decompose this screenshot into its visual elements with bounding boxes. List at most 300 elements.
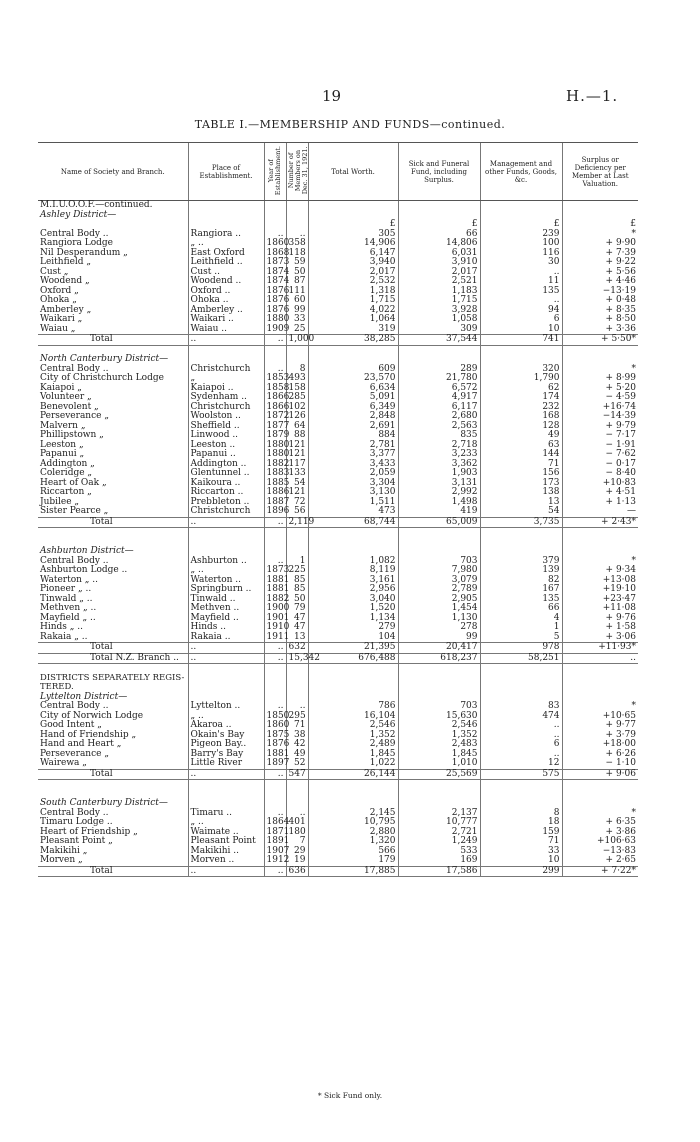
section-heading-row [38, 201, 638, 211]
year-established: 1910 [264, 623, 286, 633]
surplus-per-member: + 9·34 [562, 566, 638, 576]
spacer-cell [264, 790, 286, 800]
empty-cell [264, 674, 286, 684]
year-established: 1901 [264, 614, 286, 624]
sick-funeral-fund: 419 [398, 507, 480, 517]
member-count: 180 [286, 828, 308, 838]
year-established: 1876 [264, 306, 286, 316]
sick-funeral-fund: 2,992 [398, 488, 480, 498]
page-number: 19 [322, 87, 342, 105]
member-count: 121 [286, 441, 308, 451]
year-established: 1875 [264, 731, 286, 741]
total-worth: 1,520 [308, 604, 398, 614]
branch-name: Sister Pearce „ [40, 506, 109, 517]
place-of-establishment: Ashburton .. [188, 557, 264, 567]
management-funds: 49 [480, 431, 562, 441]
branch-name: Good Intent „ [40, 720, 102, 731]
spacer-row [38, 528, 638, 538]
branch-name: Total [38, 866, 188, 877]
spacer-cell [308, 528, 398, 538]
branch-name: Central Body .. [40, 807, 109, 818]
sick-funeral-fund: 1,249 [398, 837, 480, 847]
sick-funeral-fund: 1,058 [398, 315, 480, 325]
sick-funeral-fund: 3,233 [398, 450, 480, 460]
year-established: 1911 [264, 633, 286, 643]
sick-funeral-fund: 4,917 [398, 393, 480, 403]
total-worth: 319 [308, 325, 398, 335]
table-row [38, 731, 638, 741]
spacer-cell [264, 538, 286, 548]
total-worth: 38,285 [308, 335, 398, 346]
member-count: 64 [286, 422, 308, 432]
year-established: 1874 [264, 277, 286, 287]
year-established: 1891 [264, 837, 286, 847]
management-funds: 138 [480, 488, 562, 498]
management-funds: 8 [480, 809, 562, 819]
total-worth: 786 [308, 702, 398, 712]
total-worth: 3,161 [308, 576, 398, 586]
spacer-cell [562, 528, 638, 538]
member-count: 126 [286, 412, 308, 422]
surplus-per-member: + 9·90 [562, 239, 638, 249]
spacer-cell [562, 345, 638, 355]
section-heading: Ashley District— [40, 209, 117, 220]
place-of-establishment: Oxford .. [188, 287, 264, 297]
surplus-per-member: − 0·17 [562, 460, 638, 470]
surplus-per-member: +16·74 [562, 403, 638, 413]
management-funds: .. [480, 268, 562, 278]
branch-name: Cust „ [40, 266, 69, 277]
year-established: .. [264, 769, 286, 780]
branch-name: Total [38, 769, 188, 780]
empty-cell [264, 211, 286, 221]
col-header-members: Number of Members on Dec. 31, 1921. [286, 143, 308, 201]
empty-cell [286, 674, 308, 684]
total-worth: 2,956 [308, 585, 398, 595]
member-count: 2,119 [286, 517, 308, 528]
section-heading: North Canterbury District— [40, 354, 169, 365]
branch-name: Waterton „ .. [40, 574, 99, 585]
spacer-cell [264, 780, 286, 790]
sick-funeral-fund: 2,680 [398, 412, 480, 422]
spacer-cell [398, 780, 480, 790]
member-count: 225 [286, 566, 308, 576]
management-funds: 13 [480, 498, 562, 508]
member-count: 47 [286, 623, 308, 633]
management-funds: 232 [480, 403, 562, 413]
member-count: 7 [286, 837, 308, 847]
branch-name: Total [38, 335, 188, 346]
surplus-per-member: + 6·35 [562, 818, 638, 828]
year-established: 1866 [264, 403, 286, 413]
section-heading-row [38, 211, 638, 221]
empty-cell [308, 201, 398, 211]
branch-name: Timaru Lodge .. [40, 817, 113, 828]
surplus-per-member: + 6·26 [562, 750, 638, 760]
branch-name: Central Body .. [40, 555, 109, 566]
management-funds: 3,735 [480, 517, 562, 528]
empty-cell [562, 355, 638, 365]
membership-funds-table [38, 142, 638, 877]
place-of-establishment: Sheffield .. [188, 422, 264, 432]
branch-name: Volunteer „ [40, 392, 92, 403]
col-header-total-worth: Total Worth. [308, 143, 398, 201]
member-count: 85 [286, 576, 308, 586]
total-worth: 3,040 [308, 595, 398, 605]
surplus-per-member: + 3·79 [562, 731, 638, 741]
spacer-cell [480, 664, 562, 674]
year-established: 1864 [264, 818, 286, 828]
place-of-establishment: „ [188, 374, 264, 384]
member-count: 547 [286, 769, 308, 780]
branch-name: Papanui „ [40, 449, 85, 460]
total-worth: 14,906 [308, 239, 398, 249]
member-count: 85 [286, 585, 308, 595]
management-funds: 135 [480, 287, 562, 297]
total-worth: 676,488 [308, 653, 398, 664]
surplus-per-member: +13·08 [562, 576, 638, 586]
empty-cell [562, 674, 638, 684]
spacer-cell [398, 790, 480, 800]
member-count: 33 [286, 315, 308, 325]
surplus-per-member: + 8·35 [562, 306, 638, 316]
empty-cell [480, 799, 562, 809]
surplus-per-member: −13·83 [562, 847, 638, 857]
place-of-establishment: „ .. [188, 566, 264, 576]
spacer-cell [286, 664, 308, 674]
member-count: 50 [286, 268, 308, 278]
total-row [38, 653, 638, 664]
branch-name: Total N.Z. Branch .. [38, 653, 188, 664]
member-count: 8 [286, 365, 308, 375]
sick-funeral-fund: 533 [398, 847, 480, 857]
spacer-cell [480, 780, 562, 790]
place-of-establishment: .. [188, 335, 264, 346]
year-established: 1912 [264, 856, 286, 866]
section-heading: Ashburton District— [40, 546, 134, 557]
place-of-establishment: Springburn .. [188, 585, 264, 595]
table-row [38, 325, 638, 335]
management-funds: 12 [480, 759, 562, 769]
place-of-establishment: Glentunnel .. [188, 469, 264, 479]
total-worth: £ [308, 220, 398, 230]
year-established: 1886 [264, 488, 286, 498]
spacer-cell [562, 538, 638, 548]
member-count: 87 [286, 277, 308, 287]
member-count: 19 [286, 856, 308, 866]
empty-cell [480, 201, 562, 211]
management-funds: 474 [480, 712, 562, 722]
management-funds: 139 [480, 566, 562, 576]
place-of-establishment: .. [188, 769, 264, 780]
table-row [38, 712, 638, 722]
place-of-establishment: Christchurch [188, 403, 264, 413]
sick-funeral-fund: 6,117 [398, 403, 480, 413]
year-established: .. [264, 335, 286, 346]
spacer-cell [308, 664, 398, 674]
member-count: 15,342 [286, 653, 308, 664]
surplus-per-member: + 8·50 [562, 315, 638, 325]
spacer-cell [398, 345, 480, 355]
table-row [38, 856, 638, 866]
management-funds: 63 [480, 441, 562, 451]
place-of-establishment: Rangiora .. [188, 230, 264, 240]
management-funds: 33 [480, 847, 562, 857]
sick-funeral-fund: 3,910 [398, 258, 480, 268]
management-funds: 379 [480, 557, 562, 567]
branch-name: Heart of Oak „ [40, 477, 107, 488]
place-of-establishment: Leeston .. [188, 441, 264, 451]
member-count: 88 [286, 431, 308, 441]
total-worth: 305 [308, 230, 398, 240]
section-heading: Lyttelton District— [40, 691, 128, 702]
empty-cell [562, 547, 638, 557]
total-worth: 2,880 [308, 828, 398, 838]
place-of-establishment: Linwood .. [188, 431, 264, 441]
branch-name: Rangiora Lodge [40, 238, 113, 249]
total-worth: 5,091 [308, 393, 398, 403]
branch-name: Wairewa „ [40, 758, 87, 769]
spacer-cell [286, 780, 308, 790]
year-established: 1876 [264, 296, 286, 306]
management-funds: £ [480, 220, 562, 230]
place-of-establishment: Makikihi .. [188, 847, 264, 857]
empty-cell [562, 799, 638, 809]
member-count: 49 [286, 750, 308, 760]
management-funds: 94 [480, 306, 562, 316]
year-established: .. [264, 365, 286, 375]
total-worth: 68,744 [308, 517, 398, 528]
place-of-establishment: Papanui .. [188, 450, 264, 460]
spacer-cell [308, 345, 398, 355]
total-row [38, 643, 638, 654]
table-row [38, 633, 638, 643]
sick-funeral-fund: 1,498 [398, 498, 480, 508]
spacer-cell [264, 528, 286, 538]
spacer-cell [286, 345, 308, 355]
spacer-cell [308, 790, 398, 800]
surplus-per-member: + 4·46 [562, 277, 638, 287]
empty-cell [286, 683, 308, 693]
sick-funeral-fund: 1,130 [398, 614, 480, 624]
spacer-cell [398, 538, 480, 548]
total-worth: 1,022 [308, 759, 398, 769]
empty-cell [264, 201, 286, 211]
branch-name: Benevolent „ [40, 401, 99, 412]
member-count: 29 [286, 847, 308, 857]
management-funds: 66 [480, 604, 562, 614]
place-of-establishment: Hinds .. [188, 623, 264, 633]
management-funds: 100 [480, 239, 562, 249]
total-worth: 1,511 [308, 498, 398, 508]
total-worth: 2,546 [308, 721, 398, 731]
year-established: 1860 [264, 239, 286, 249]
year-established: 1897 [264, 759, 286, 769]
total-worth: 8,119 [308, 566, 398, 576]
col-header-surplus: Surplus or Deficiency per Member at Last Valuation. [562, 143, 638, 201]
year-established: 1858 [264, 384, 286, 394]
total-worth: 2,017 [308, 268, 398, 278]
section-heading: DISTRICTS SEPARATELY REGIS- [40, 672, 185, 683]
member-count: .. [286, 809, 308, 819]
total-worth: 4,022 [308, 306, 398, 316]
year-established: 1874 [264, 268, 286, 278]
sick-funeral-fund: 6,031 [398, 249, 480, 259]
management-funds: .. [480, 750, 562, 760]
management-funds: 167 [480, 585, 562, 595]
place-of-establishment: Waikari .. [188, 315, 264, 325]
total-worth: 3,433 [308, 460, 398, 470]
year-established: 1880 [264, 441, 286, 451]
year-established: 1876 [264, 740, 286, 750]
total-worth: 1,845 [308, 750, 398, 760]
total-worth: 10,795 [308, 818, 398, 828]
branch-name: Heart of Friendship „ [40, 826, 138, 837]
member-count: 111 [286, 287, 308, 297]
empty-cell [562, 201, 638, 211]
place-of-establishment: Waimate .. [188, 828, 264, 838]
branch-name: Central Body .. [40, 363, 109, 374]
branch-name: Morven „ [40, 855, 83, 866]
table-body [38, 201, 638, 877]
sick-funeral-fund: £ [398, 220, 480, 230]
member-count: 13 [286, 633, 308, 643]
spacer-cell [286, 790, 308, 800]
surplus-per-member: +19·10 [562, 585, 638, 595]
branch-name: Coleridge „ [40, 468, 93, 479]
total-row [38, 517, 638, 528]
place-of-establishment: Amberley .. [188, 306, 264, 316]
empty-cell [188, 674, 264, 684]
surplus-per-member: +11·08 [562, 604, 638, 614]
sick-funeral-fund: 2,563 [398, 422, 480, 432]
branch-name: Jubilee „ [40, 496, 80, 507]
empty-cell [562, 693, 638, 703]
place-of-establishment: Barry's Bay [188, 750, 264, 760]
year-established: 1881 [264, 585, 286, 595]
spacer-cell [562, 790, 638, 800]
sick-funeral-fund: 14,806 [398, 239, 480, 249]
management-funds: 82 [480, 576, 562, 586]
surplus-per-member: + 7·22* [562, 866, 638, 877]
table-row [38, 507, 638, 517]
member-count: 60 [286, 296, 308, 306]
place-of-establishment: Riccarton .. [188, 488, 264, 498]
sick-funeral-fund: 17,586 [398, 866, 480, 877]
total-worth: 1,064 [308, 315, 398, 325]
branch-name: Leeston „ [40, 439, 84, 450]
surplus-per-member: + 2·65 [562, 856, 638, 866]
place-of-establishment: .. [188, 653, 264, 664]
spacer-cell [480, 538, 562, 548]
total-worth: 16,104 [308, 712, 398, 722]
year-established: 1880 [264, 315, 286, 325]
surplus-per-member: + 0·48 [562, 296, 638, 306]
place-of-establishment: Lyttelton .. [188, 702, 264, 712]
member-count: 59 [286, 258, 308, 268]
year-established: 1868 [264, 249, 286, 259]
place-of-establishment: .. [188, 643, 264, 654]
place-of-establishment: Waterton .. [188, 576, 264, 586]
place-of-establishment: Methven .. [188, 604, 264, 614]
spacer-cell [308, 780, 398, 790]
place-of-establishment: East Oxford [188, 249, 264, 259]
total-row [38, 769, 638, 780]
place-of-establishment: Christchurch [188, 507, 264, 517]
member-count: 71 [286, 721, 308, 731]
member-count: 1,000 [286, 335, 308, 346]
management-funds: 239 [480, 230, 562, 240]
empty-cell [188, 683, 264, 693]
surplus-per-member: + 5·56 [562, 268, 638, 278]
total-worth: 2,059 [308, 469, 398, 479]
member-count: 54 [286, 479, 308, 489]
management-funds: 1 [480, 623, 562, 633]
empty-cell [398, 201, 480, 211]
sick-funeral-fund: 37,544 [398, 335, 480, 346]
year-established: 1873 [264, 258, 286, 268]
spacer-cell [188, 790, 264, 800]
management-funds: 4 [480, 614, 562, 624]
management-funds: 54 [480, 507, 562, 517]
surplus-per-member: +11·93* [562, 643, 638, 654]
branch-name: Oxford „ [40, 285, 79, 296]
management-funds: 30 [480, 258, 562, 268]
place-of-establishment: Addington .. [188, 460, 264, 470]
branch-name: Malvern „ [40, 420, 86, 431]
sick-funeral-fund: 289 [398, 365, 480, 375]
member-count: 72 [286, 498, 308, 508]
year-established: 1885 [264, 479, 286, 489]
empty-cell [308, 211, 398, 221]
total-worth: 3,940 [308, 258, 398, 268]
sick-funeral-fund: 2,789 [398, 585, 480, 595]
year-established: 1871 [264, 828, 286, 838]
place-of-establishment: Cust .. [188, 268, 264, 278]
surplus-per-member: * [562, 557, 638, 567]
footnote: * Sick Fund only. [317, 1091, 383, 1100]
spacer-cell [286, 528, 308, 538]
management-funds: 5 [480, 633, 562, 643]
place-of-establishment: Akaroa .. [188, 721, 264, 731]
sick-funeral-fund: 3,079 [398, 576, 480, 586]
table-row [38, 287, 638, 297]
spacer-cell [264, 345, 286, 355]
year-established: .. [264, 557, 286, 567]
surplus-per-member: +23·47 [562, 595, 638, 605]
management-funds: 71 [480, 837, 562, 847]
management-funds: .. [480, 731, 562, 741]
spacer-cell [398, 528, 480, 538]
surplus-per-member: + 4·51 [562, 488, 638, 498]
col-header-year: Year of Establishment. [264, 143, 286, 201]
year-established: .. [264, 643, 286, 654]
sick-funeral-fund: 2,521 [398, 277, 480, 287]
place-of-establishment: Prebbleton .. [188, 498, 264, 508]
surplus-per-member: − 7·62 [562, 450, 638, 460]
branch-name: Perseverance „ [40, 411, 109, 422]
member-count: 285 [286, 393, 308, 403]
sick-funeral-fund: 2,546 [398, 721, 480, 731]
surplus-per-member: − 1·91 [562, 441, 638, 451]
total-worth: 884 [308, 431, 398, 441]
surplus-per-member: + 1·13 [562, 498, 638, 508]
sick-funeral-fund: 2,017 [398, 268, 480, 278]
sick-funeral-fund: 309 [398, 325, 480, 335]
member-count: 493 [286, 374, 308, 384]
management-funds: 174 [480, 393, 562, 403]
surplus-per-member: * [562, 230, 638, 240]
